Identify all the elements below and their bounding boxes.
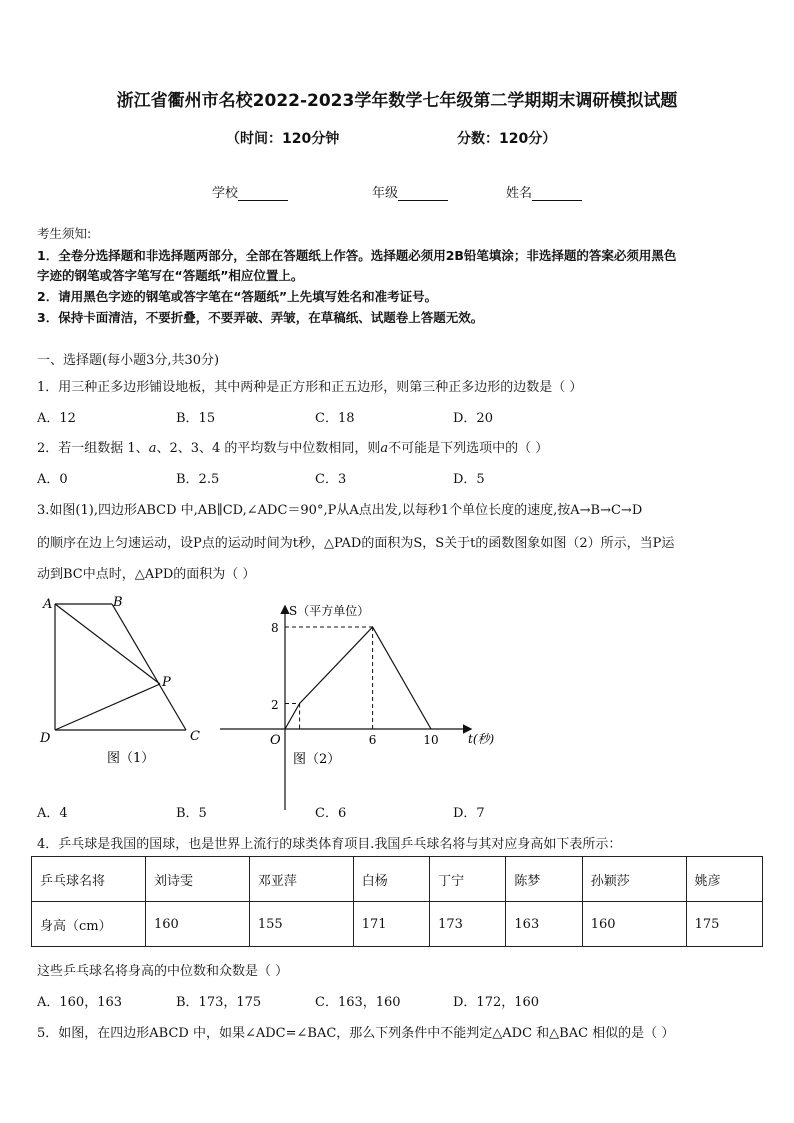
- y-tick-2: 2: [271, 698, 279, 712]
- q3-line-3: 动到BC中点时，△APD的面积为（ ）: [37, 567, 256, 582]
- q2-text-mid: 、2、3、4 的平均数与中位数相同，则: [156, 441, 381, 456]
- table-header-cell: 乒乓球名将: [32, 857, 146, 902]
- q2-text-post: 不可能是下列选项中的（ ）: [388, 441, 549, 456]
- table-header-cell: 丁宁: [430, 857, 506, 902]
- page-title: 浙江省衢州市名校2022-2023学年数学七年级第二学期期末调研模拟试题: [116, 91, 678, 111]
- q2-var-a: a: [148, 441, 157, 456]
- q2-option-a[interactable]: A．0: [37, 472, 68, 487]
- q2-option-c[interactable]: C．3: [315, 472, 347, 487]
- notice-line-3: 3．保持卡面清洁，不要折叠，不要弄破、弄皱，在草稿纸、试题卷上答题无效。: [37, 310, 484, 325]
- grade-field[interactable]: [372, 182, 448, 201]
- height-table: [31, 856, 763, 947]
- q3-option-a[interactable]: A．4: [37, 806, 68, 821]
- q4-option-c[interactable]: C．163，160: [315, 995, 401, 1010]
- grade-label: 年级: [372, 186, 399, 201]
- grade-blank[interactable]: [398, 187, 448, 201]
- name-label: 姓名: [506, 186, 533, 201]
- q2-option-b[interactable]: B．2.5: [176, 472, 220, 487]
- y-axis-label: S（平方单位）: [289, 604, 370, 618]
- notice-line-2: 2．请用黑色字迹的钢笔或答字笔在“答题纸”上先填写姓名和准考证号。: [37, 289, 438, 304]
- q1-option-d[interactable]: D．20: [453, 411, 493, 426]
- table-cell: 160: [582, 902, 686, 947]
- q2-var-a-2: a: [380, 441, 389, 456]
- exam-score: 分数：120分）: [457, 131, 557, 147]
- vertex-label-d: D: [40, 731, 51, 746]
- q3-option-d[interactable]: D．7: [453, 806, 485, 821]
- series-line: [285, 627, 431, 729]
- table-cell: 171: [353, 902, 429, 947]
- table-header-cell: 陈梦: [506, 857, 582, 902]
- table-header-cell: 邓亚萍: [249, 857, 353, 902]
- q1-text: 1．用三种正多边形铺设地板，其中两种是正方形和正五边形，则第三种正多边形的边数是（ ）: [37, 380, 583, 395]
- vertex-label-b: B: [113, 595, 123, 610]
- q1-option-a[interactable]: A．12: [37, 411, 76, 426]
- q2-text: [37, 437, 548, 456]
- name-field[interactable]: [506, 182, 582, 201]
- table-cell: 173: [430, 902, 506, 947]
- q2-text-pre: 2．若一组数据 1、: [37, 441, 149, 456]
- vertex-label-a: A: [43, 597, 53, 612]
- vertex-label-p: P: [162, 675, 171, 690]
- vertex-label-c: C: [190, 729, 200, 744]
- exam-time: （时间：120分钟: [226, 131, 340, 147]
- table-header-cell: 孙颖莎: [582, 857, 686, 902]
- q2-option-d[interactable]: D．5: [453, 472, 485, 487]
- table-row: [32, 902, 763, 947]
- q3-option-c[interactable]: C．6: [315, 806, 347, 821]
- q4-question: 这些乒乓球名将身高的中位数和众数是（ ）: [37, 964, 289, 979]
- q1-option-b[interactable]: B．15: [176, 411, 216, 426]
- x-axis-label: t(秒): [468, 732, 495, 746]
- q4-option-a[interactable]: A．160，163: [37, 995, 123, 1010]
- school-blank[interactable]: [238, 187, 288, 201]
- q3-option-b[interactable]: B．5: [176, 806, 207, 821]
- table-header-cell: 白杨: [353, 857, 429, 902]
- table-row-label: 身高（cm）: [32, 902, 146, 947]
- table-header-cell: 刘诗雯: [146, 857, 250, 902]
- table-header-cell: 姚彦: [686, 857, 762, 902]
- figure-2-caption: 图（2）: [293, 752, 341, 767]
- notice-line-1a: 1．全卷分选择题和非选择题两部分，全部在答题纸上作答。选择题必须用2B铅笔填涂；非选择题的答案必须用黑色: [37, 248, 677, 263]
- section-heading: 一、选择题(每小题3分,共30分): [37, 353, 220, 368]
- table-cell: 175: [686, 902, 762, 947]
- name-blank[interactable]: [532, 187, 582, 201]
- q5-text: 5．如图，在四边形ABCD 中，如果∠ADC=∠BAC，那么下列条件中不能判定△ADC 和△BAC 相似的是（ ）: [37, 1026, 675, 1041]
- school-label: 学校: [212, 186, 239, 201]
- y-tick-8: 8: [271, 621, 279, 635]
- origin-label: O: [270, 733, 281, 748]
- school-field[interactable]: [212, 182, 288, 201]
- x-tick-6: 6: [368, 733, 377, 747]
- figure-1-quadrilateral: [30, 590, 210, 770]
- q4-text: 4．乒乓球是我国的国球，也是世界上流行的球类体育项目.我国乒乓球名将与其对应身高如下表所示：: [37, 837, 622, 852]
- figure-1-caption: 图（1）: [107, 751, 155, 766]
- q4-option-d[interactable]: D．172，160: [453, 995, 540, 1010]
- q3-line-1: 3.如图(1),四边形ABCD 中,AB∥CD,∠ADC＝90°,P从A点出发,以每秒1个单位长度的速度,按A→B→C→D: [37, 503, 643, 518]
- figure-2-graph: [215, 595, 505, 813]
- table-cell: 160: [146, 902, 250, 947]
- q3-line-2: 的顺序在边上匀速运动，设P点的运动时间为t秒，△PAD的面积为S，S关于t的函数图象如图（2）所示，当P运: [37, 536, 675, 551]
- q1-option-c[interactable]: C．18: [315, 411, 355, 426]
- table-cell: 155: [249, 902, 353, 947]
- x-tick-10: 10: [423, 733, 439, 747]
- q4-option-b[interactable]: B．173，175: [176, 995, 262, 1010]
- table-cell: 163: [506, 902, 582, 947]
- notice-line-1b: 字迹的钢笔或答字笔写在“答题纸”相应位置上。: [37, 268, 304, 283]
- table-header-row: [32, 857, 763, 902]
- notice-heading: 考生须知:: [37, 226, 92, 241]
